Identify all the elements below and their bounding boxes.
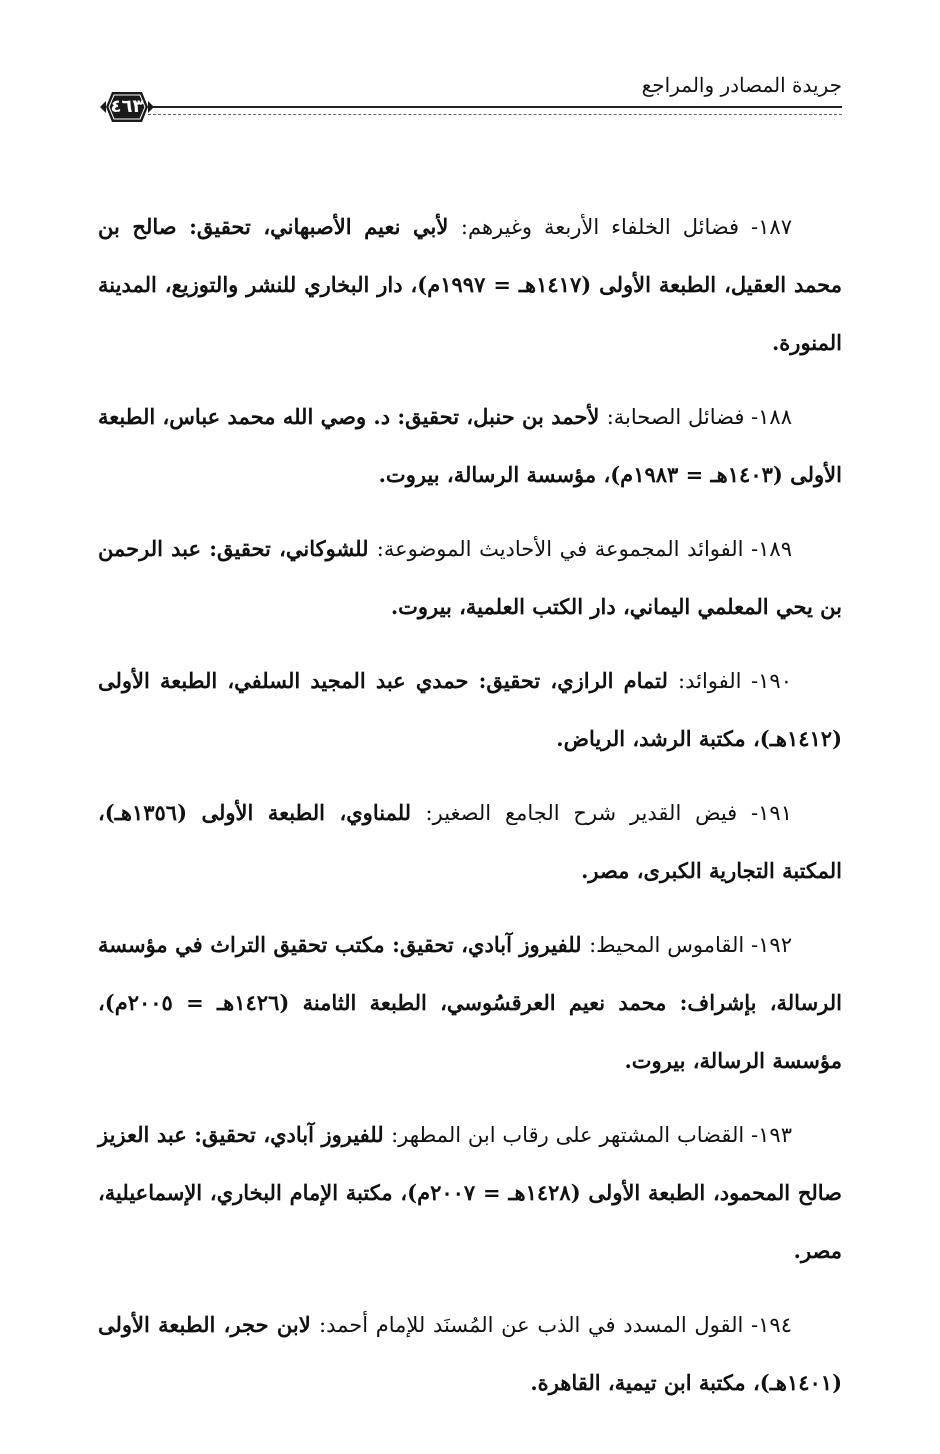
entry-details: لأحمد بن حنبل، تحقيق: د. وصي الله محمد عباس، الطبعة الأولى (١٤٠٣هـ = ١٩٨٣م)، مؤسسة الرسالة، بيروت. [98, 404, 842, 487]
entry-title: ١٩٤- القول المسدد في الذب عن المُسنَد للإمام أحمد: [319, 1313, 792, 1337]
entry-details: للفيروز آبادي، تحقيق: عبد العزيز صالح المحمود، الطبعة الأولى (١٤٢٨هـ = ٢٠٠٧م)، مكتبة الإمام البخاري، الإسماعيلية، مصر. [98, 1122, 843, 1263]
entry-details: لأبي نعيم الأصبهاني، تحقيق: صالح بن محمد العقيل، الطبعة الأولى (١٤١٧هـ = ١٩٩٧م)، دار البخاري للنشر والتوزيع، المدينة المنورة. [98, 214, 842, 355]
entry-title: ١٩٠- الفوائد: [678, 669, 792, 693]
page-number: ٤٦٣ [110, 96, 144, 117]
bibliography-entry-191 [98, 784, 842, 900]
bibliography-entry-194 [98, 1296, 842, 1412]
entry-details: للفيروز آبادي، تحقيق: مكتب تحقيق التراث في مؤسسة الرسالة، بإشراف: محمد نعيم العرقسُوسي، الطبعة الثامنة (١٤٢٦هـ = ٢٠٠٥م)، مؤسسة الرسالة، بيروت. [98, 932, 842, 1073]
entry-details: لابن حجر، الطبعة الأولى (١٤٠١هـ)، مكتبة ابن تيمية، القاهرة. [98, 1312, 842, 1395]
entry-details: للمناوي، الطبعة الأولى (١٣٥٦هـ)، المكتبة التجارية الكبرى، مصر. [98, 800, 842, 883]
entry-title: ١٨٧- فضائل الخلفاء الأربعة وغيرهم: [460, 215, 792, 239]
entry-title: ١٨٨- فضائل الصحابة: [606, 405, 792, 429]
entry-details: لتمام الرازي، تحقيق: حمدي عبد المجيد السلفي، الطبعة الأولى (١٤١٢هـ)، مكتبة الرشد، الرياض. [98, 668, 842, 751]
entry-title: ١٩٢- القاموس المحيط: [589, 933, 792, 957]
header-rule [148, 106, 842, 115]
entry-title: ١٩١- فيض القدير شرح الجامع الصغير: [425, 801, 792, 825]
bibliography-entry-192 [98, 916, 842, 1090]
bibliography-entry-193 [98, 1106, 842, 1280]
entry-title: ١٩٣- القضاب المشتهر على رقاب ابن المطهر: [391, 1123, 792, 1147]
bibliography-list [98, 198, 842, 1428]
bibliography-entry-187 [98, 198, 842, 372]
entry-title: ١٨٩- الفوائد المجموعة في الأحاديث الموضوعة: [376, 537, 792, 561]
entry-details: للشوكاني، تحقيق: عبد الرحمن بن يحي المعلمي اليماني، دار الكتب العلمية، بيروت. [98, 536, 842, 619]
bibliography-entry-189 [98, 520, 842, 636]
page-number-badge [98, 86, 156, 128]
bibliography-entry-190 [98, 652, 842, 768]
bibliography-entry-188 [98, 388, 842, 504]
running-header-title: جريدة المصادر والمراجع [641, 73, 842, 97]
